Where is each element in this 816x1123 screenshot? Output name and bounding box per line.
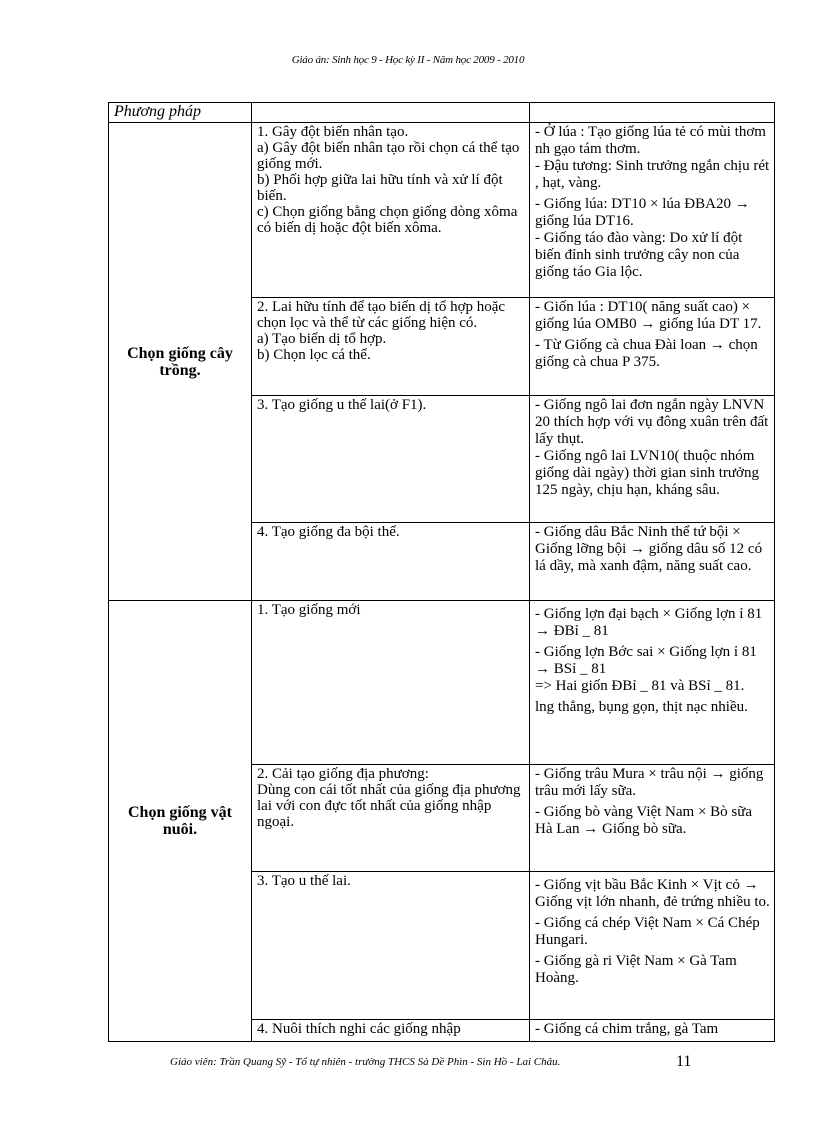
example-line: - Giống dâu Bắc Ninh thể tứ bội × Giống lỡng bội → giống dâu số 12 có lá dầy, mà xanh đậm, năng suất cao.	[535, 524, 763, 574]
method-text: 1. Tạo giống mới	[257, 602, 361, 618]
example-cell	[530, 396, 775, 523]
example-cell	[530, 123, 775, 298]
example-cell	[530, 765, 775, 872]
example-line: - Giống lúa: DT10 × lúa ĐBA20 → giống lúa DT16.	[535, 196, 750, 229]
example-line: - Giống vịt bầu Bắc Kinh × Vịt cỏ → Giống vịt lớn nhanh, đẻ trứng nhiều to.	[535, 877, 770, 910]
example-line: - Giống lợn Bớc sai × Giống lợn ỉ 81 → BSỉ _ 81	[535, 644, 757, 677]
example-line: lng thẳng, bụng gọn, thịt nạc nhiều.	[535, 699, 748, 715]
method-cell	[252, 298, 530, 396]
lesson-table	[108, 102, 775, 1042]
page-footer: Giáo viên: Trần Quang Sỹ - Tổ tự nhiên - trường THCS Sà Dề Phìn - Sìn Hồ - Lai Châu.	[170, 1056, 561, 1068]
example-cell	[530, 872, 775, 1020]
method-cell	[252, 765, 530, 872]
table-row	[109, 601, 775, 765]
page-header: Giáo án: Sinh học 9 - Học kỳ II - Năm học 2009 - 2010	[291, 54, 525, 66]
example-line: - Giống gà ri Việt Nam × Gà Tam Hoàng.	[535, 953, 737, 986]
example-line: - Giống ngô lai đơn ngắn ngày LNVN 20 thích hợp với vụ đông xuân trên đất lấy thụt.	[535, 397, 769, 447]
method-text: 4. Nuôi thích nghi các giống nhập	[257, 1021, 461, 1037]
example-line: - Từ Giống cà chua Đài loan → chọn giống cà chua P 375.	[535, 337, 758, 370]
example-line: - Giống cá chim trắng, gà Tam	[535, 1021, 719, 1037]
method-header-row	[109, 103, 775, 123]
example-line: - Giống cá chép Việt Nam × Cá Chép Hungari.	[535, 915, 760, 948]
example-line: - Giống táo đào vàng: Do xử lí đột biến đỉnh sinh trưởng cây non của giống táo Gia lộc.	[535, 230, 743, 280]
method-label-cell	[109, 103, 252, 123]
example-cell	[530, 601, 775, 765]
empty-header-cell	[530, 103, 775, 123]
page-number: 11	[676, 1053, 692, 1070]
example-line: - Giống ngô lai LVN10( thuộc nhóm giống dài ngày) thời gian sinh trưởng 125 ngày, chịu hạn, kháng sâu.	[535, 448, 759, 498]
example-cell	[530, 523, 775, 601]
method-cell	[252, 123, 530, 298]
method-text: 2. Cải tạo giống địa phương: Dùng con cái tốt nhất của giống địa phương lai với con đực tốt nhất của giống nhập ngoại.	[257, 766, 521, 830]
example-line: - Ở lúa : Tạo giống lúa tẻ có mùi thơm nh gạo tám thơm.	[535, 124, 766, 157]
method-cell	[252, 1020, 530, 1042]
example-line: - Đậu tương: Sinh trưởng ngắn chịu rét , hạt, vàng.	[535, 158, 770, 191]
table-row	[109, 123, 775, 298]
method-cell	[252, 601, 530, 765]
method-text: 2. Lai hữu tính để tạo biến dị tổ hợp hoặc chọn lọc và thể từ các giống hiện có. a) Tạo biến dị tổ hợp. b) Chọn lọc cá thể.	[257, 299, 506, 363]
example-line: - Giống trâu Mura × trâu nội → giống trâu mới lấy sữa.	[535, 766, 764, 799]
method-text: 1. Gây đột biến nhân tạo. a) Gây đột biến nhân tạo rồi chọn cá thể tạo giống mới. b) Phối hợp giữa lai hữu tính và xử lí đột biến. c) Chọn giống bằng chọn giống dòng xôma có biến dị hoặc đột biến xôma.	[257, 124, 520, 236]
method-cell	[252, 872, 530, 1020]
example-cell	[530, 1020, 775, 1042]
example-line: - Giốn lúa : DT10( năng suất cao) × giống lúa OMB0 → giống lúa DT 17.	[535, 299, 762, 332]
example-cell	[530, 298, 775, 396]
method-text: 4. Tạo giống đa bội thể.	[257, 524, 400, 540]
example-line: - Giống lợn đại bạch × Giống lợn ỉ 81 → ĐBỉ _ 81	[535, 606, 763, 639]
category-cell: Chọn giống vật nuôi.	[109, 601, 252, 1042]
category-cell: Chọn giống cây trồng.	[109, 123, 252, 601]
example-line: => Hai giốn ĐBỉ _ 81 và BSỉ _ 81.	[535, 678, 745, 694]
method-cell	[252, 396, 530, 523]
method-cell	[252, 523, 530, 601]
example-line: - Giống bò vàng Việt Nam × Bò sữa Hà Lan → Giống bò sữa.	[535, 804, 753, 837]
method-text: 3. Tạo giống u thế lai(ở F1).	[257, 397, 427, 413]
method-text: 3. Tạo u thế lai.	[257, 873, 351, 889]
method-label: Phương pháp	[114, 103, 202, 120]
empty-header-cell	[252, 103, 530, 123]
